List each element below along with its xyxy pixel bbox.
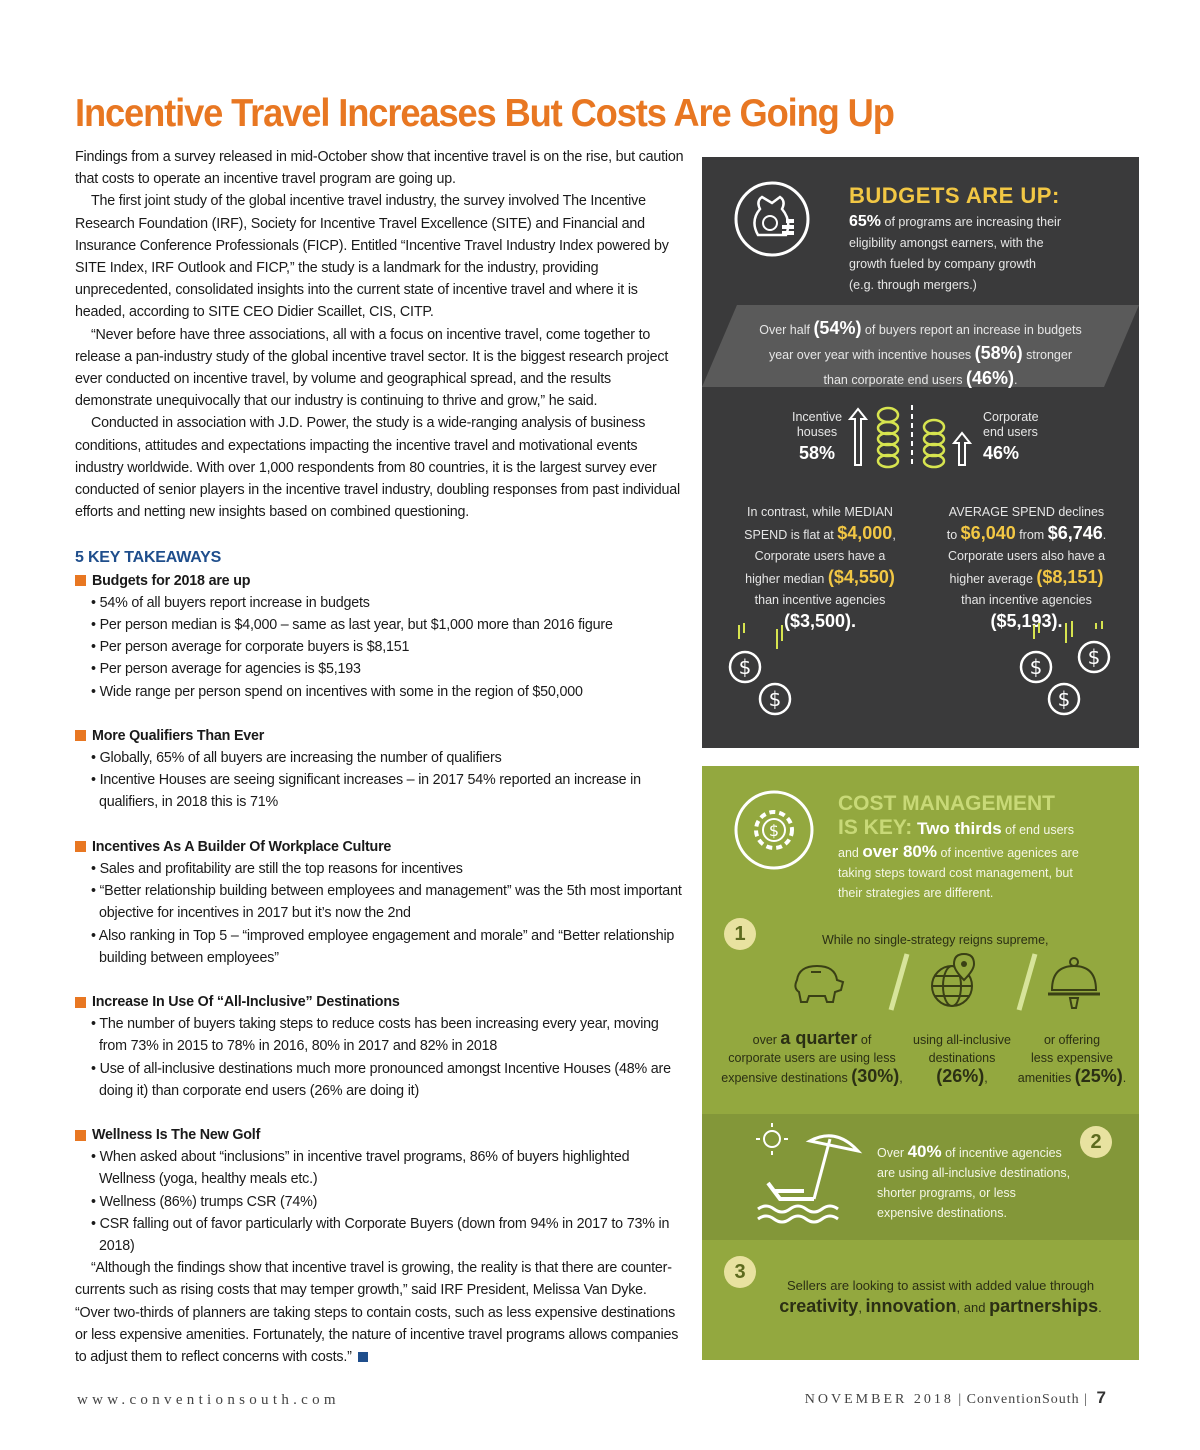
footer-issue: NOVEMBER 2018 | ConventionSouth | — [804, 1392, 1088, 1407]
bullet: • Use of all-inclusive destinations much more pronounced amongst Incentive Houses (48% are doing it) than corporate end users (26% are doing it) — [91, 1060, 671, 1099]
strategy-all-inclusive: using all-inclusive destinations (26%), — [913, 1033, 1011, 1086]
page-number: 7 — [1096, 1388, 1106, 1407]
bullet: • Wide range per person spend on incentives with some in the region of $50,000 — [91, 683, 583, 700]
takeaway-heading: More Qualifiers Than Ever — [92, 727, 265, 744]
value-keywords: creativity, innovation, and partnerships. — [779, 1296, 1102, 1316]
bullet: • Incentive Houses are seeing significant increases – in 2017 54% reported an increase in qualifiers, in 2018 this is 71% — [91, 772, 641, 811]
orange-square-icon — [75, 841, 86, 852]
bullet: • Also ranking in Top 5 – “improved employee engagement and morale” and “Better relationship building between employees” — [91, 927, 675, 966]
divider-slashes — [877, 952, 1087, 1012]
page-title: Incentive Travel Increases But Costs Are Going Up — [75, 92, 894, 135]
takeaway-section — [75, 836, 685, 969]
takeaway-heading: Wellness Is The New Golf — [92, 1126, 261, 1143]
bullet: • The number of buyers taking steps to reduce costs has been increasing every year, moving from 73% in 2015 to 78% in 2016, 80% in 2017 and 82% in 2018 — [91, 1016, 659, 1055]
bullet: • Globally, 65% of all buyers are increasing the number of qualifiers — [91, 750, 502, 767]
step-1-badge: 1 — [724, 918, 756, 950]
orange-square-icon — [75, 1130, 86, 1141]
bullet: • Per person average for corporate buyers is $8,151 — [91, 639, 410, 656]
bullet: • Per person average for agencies is $5,193 — [91, 661, 361, 678]
gear-dollar-icon — [732, 788, 816, 872]
budgets-heading: BUDGETS ARE UP: — [849, 183, 1060, 208]
sellers-text: Sellers are looking to assist with added value through — [786, 1278, 1095, 1293]
stat-65: 65% — [849, 213, 882, 230]
beach-chair-umbrella-icon — [754, 1121, 864, 1226]
svg-text:$: $ — [1087, 645, 1101, 669]
paragraph-5 — [75, 1257, 685, 1368]
bullet: • When asked about “inclusions” in incentive travel programs, 86% of buyers highlighted Wellness (yoga, healthy meals etc.) — [91, 1149, 630, 1188]
budgets-infographic — [702, 157, 1139, 748]
bullet: • Wellness (86%) trumps CSR (74%) — [91, 1193, 318, 1210]
takeaway-heading: Increase In Use Of “All-Inclusive” Destinations — [92, 993, 400, 1010]
orange-square-icon — [75, 575, 86, 586]
cost-management-infographic — [702, 766, 1139, 1360]
key-takeaways-heading: 5 KEY TAKEAWAYS — [75, 549, 222, 567]
bullet: • Sales and profitability are still the top reasons for incentives — [91, 860, 463, 877]
strategy-less-expensive-amenities: or offering less expensive amenities (25%). — [1017, 1033, 1127, 1086]
takeaway-heading: Budgets for 2018 are up — [92, 572, 251, 589]
svg-text:$: $ — [1029, 655, 1043, 679]
agencies-all-inclusive-text: Over 40% of incentive agencies are using all-inclusive destinations, shorter programs, or less expensive destinations. — [877, 1142, 1071, 1220]
paragraph-2: The first joint study of the global incentive travel industry, the survey involved The Incentive Research Foundation (IRF), Society for Incentive Travel Excellence (SITE) and Financial and Insurance Conference Professionals (FICP). Entitled “Incentive Travel Industry Index powered by SITE Index, IRF Outlook and FICP,” the study is a landmark for the industry, providing unprecedented, consolidated insights into the current state of incentive travel and where it is headed, according to SITE CEO Didier Scaillet, CIS, CITP. — [75, 193, 669, 321]
svg-text:$: $ — [768, 687, 782, 711]
takeaway-section — [75, 570, 685, 703]
coin-stack-icon — [846, 403, 976, 469]
takeaway-section — [75, 991, 685, 1102]
step-3-badge: 3 — [724, 1256, 756, 1288]
incentive-houses-label: Incentive houses 58% — [791, 410, 843, 463]
average-spend-text: AVERAGE SPEND declines to $6,040 from $6,746. Corporate users also have a higher average ($8,151) than incentive agencies ($5,193). — [946, 505, 1107, 631]
article-body — [75, 146, 685, 1368]
paragraph-1: Findings from a survey released in mid-October show that incentive travel is on the rise, but caution that costs to operate an incentive travel program are going up. — [75, 149, 684, 188]
strategy-intro: While no single-strategy reigns supreme, — [822, 933, 1049, 947]
corporate-users-label: Corporate end users 46% — [983, 410, 1039, 463]
strategy-less-expensive-destinations: over a quarter of corporate users are using less expensive destinations (30%), — [721, 1028, 903, 1086]
end-mark-icon — [358, 1352, 368, 1362]
takeaway-section — [75, 725, 685, 814]
takeaway-section — [75, 1124, 685, 1257]
paragraph-3: “Never before have three associations, all with a focus on incentive travel, come together to release a pan-industry study of the global incentive travel sector. It is the biggest research project ever conducted on incentive travel, by volume and geographical spread, and the results demonstrate unequivocally that our industry is continuing to thrive and grow,” he said. — [75, 326, 669, 410]
footer-brand: ConventionSouth — [966, 1392, 1080, 1407]
median-spend-text: In contrast, while MEDIAN SPEND is flat at $4,000, Corporate users have a higher median ($4,550) than incentive agencies ($3,500). — [744, 505, 896, 631]
money-bag-icon — [732, 179, 812, 259]
bullet: • “Better relationship building between employees and management” was the 5th most important objective for incentives in 2017 but it’s now the 2nd — [91, 883, 682, 922]
budget-increase-text: Over half (54%) of buyers report an increase in budgets year over year with incentive houses (58%) stronger than corporate end users (46%). — [759, 318, 1082, 388]
paragraph-4: Conducted in association with J.D. Power, the study is a wide-ranging analysis of business conditions, attitudes and expectations impacting the incentive travel and motivational events industry worldwide. With over 1,000 respondents from 80 countries, it is the largest survey ever conducted of senior players in the incentive travel industry, doubling responses from past individual efforts and netting new insights based on combined questioning. — [75, 415, 680, 521]
falling-dollar-coins-icon — [1014, 619, 1124, 719]
footer-url[interactable]: www.conventionsouth.com — [77, 1392, 340, 1408]
svg-text:$: $ — [768, 821, 780, 840]
bullet: • 54% of all buyers report increase in budgets — [91, 594, 370, 611]
orange-square-icon — [75, 997, 86, 1008]
svg-text:$: $ — [738, 655, 752, 679]
step-2-badge: 2 — [1080, 1126, 1112, 1158]
closing-quote: “Although the findings show that incentive travel is growing, the reality is that there are counter-currents such as rising costs that may temper growth,” said IRF President, Melissa Van Dyke. “Over two-thirds of planners are taking steps to contain costs, such as less expensive destinations or less expensive amenities. Fortunately, the nature of incentive travel programs allows companies to adjust them to reflect concerns with costs.” — [75, 1260, 679, 1365]
budgets-intro: 65% of programs are increasing their eligibility amongst earners, with the growth fueled by company growth (e.g. through mergers.) — [849, 213, 1061, 292]
piggy-bank-icon — [787, 958, 847, 1008]
bullet: • CSR falling out of favor particularly with Corporate Buyers (down from 94% in 2017 to 73% in 2018) — [91, 1215, 670, 1254]
bullet: • Per person median is $4,000 – same as last year, but $1,000 more than 2016 figure — [91, 617, 613, 634]
cost-heading: COST MANAGEMENT IS KEY: Two thirds of end users and over 80% of incentive agenices are taking steps toward cost management, but their strategies are different. — [838, 792, 1079, 900]
falling-dollar-coins-icon — [727, 619, 817, 719]
svg-text:$: $ — [1057, 687, 1071, 711]
takeaway-heading: Incentives As A Builder Of Workplace Culture — [92, 838, 392, 855]
orange-square-icon — [75, 730, 86, 741]
